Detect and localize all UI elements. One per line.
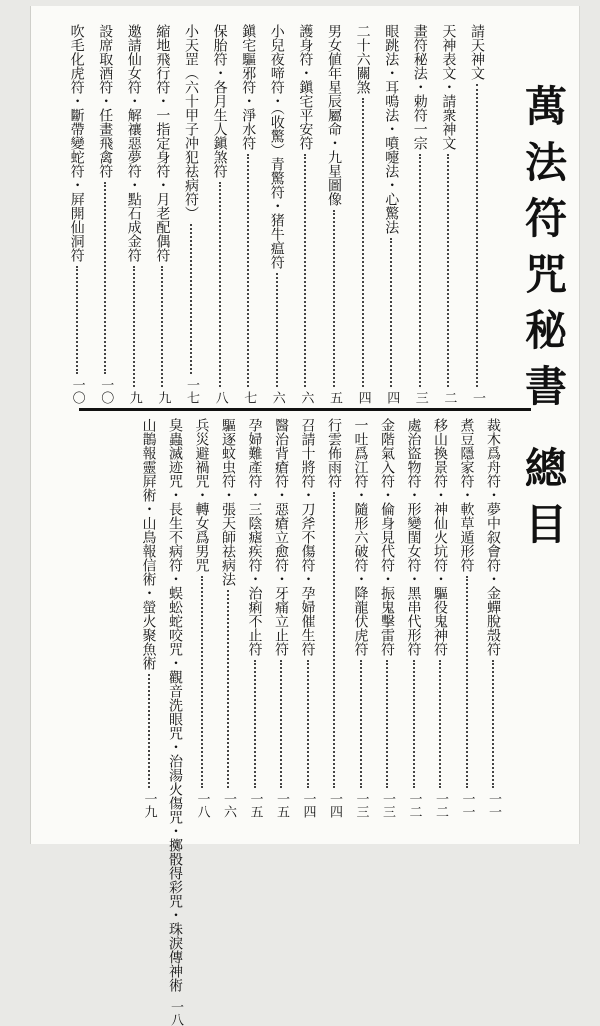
toc-page-number: 二 (441, 391, 457, 404)
title-char: 符 (524, 194, 567, 243)
dot-leader (219, 182, 221, 387)
toc-column (324, 418, 344, 818)
toc-page-number: 九 (155, 391, 171, 404)
dot-leader (133, 266, 135, 387)
toc-page-number: 七 (241, 391, 257, 404)
dot-leader (413, 660, 415, 788)
toc-column (351, 418, 371, 818)
dot-leader (76, 266, 78, 374)
toc-column (410, 24, 430, 404)
toc-column (438, 24, 458, 404)
toc-column (324, 24, 344, 404)
dot-leader (333, 210, 335, 387)
dot-leader (360, 660, 362, 788)
toc-column (124, 24, 144, 404)
toc-page-number: 三 (412, 391, 428, 404)
toc-column (467, 24, 487, 404)
toc-entry-text: 邀請仙女符・解禳惡夢符・點石成金符 (125, 24, 142, 262)
toc-entry-text: 縮地飛行符・一指定身符・月老配偶符 (154, 24, 171, 262)
toc-entry-text: 兵災避禍咒・轉女爲男咒 (193, 418, 210, 572)
toc-page-number: 八 (212, 391, 228, 404)
toc-entry-text: 男女値年星辰屬命・九星圖像 (326, 24, 342, 206)
toc-entry-text: 請天神文 (469, 24, 485, 80)
toc-entry-text: 設席取酒符・任畫飛禽符 (97, 24, 114, 178)
title-char: 萬 (524, 82, 567, 131)
dot-leader (439, 660, 441, 788)
toc-page-number: 一二 (433, 792, 448, 818)
dot-leader (254, 660, 256, 788)
toc-page-number: 一九 (141, 792, 157, 818)
toc-column (67, 24, 87, 404)
toc-column (267, 24, 287, 404)
toc-page-number: 一四 (300, 792, 316, 818)
toc-entry-text: 醫治背瘡符・惡瘡立愈符・牙痛立止符 (273, 418, 289, 656)
toc-page-number: 一〇 (98, 378, 114, 404)
title-char: 法 (524, 138, 567, 187)
toc-column (165, 418, 185, 1026)
book-page (30, 6, 580, 1026)
toc-entry-text: 處治盜物符・形變閨女符・黑串代形符 (405, 418, 422, 656)
dot-leader (390, 238, 392, 387)
toc-entry-text: 小兒夜啼符・（收驚）青驚符・猪牛瘟符 (268, 24, 285, 269)
dot-leader (447, 154, 449, 387)
dot-leader (148, 674, 150, 788)
toc-entry-text: 山鵲報靈屛術・山鳥報信術・螢火聚魚術 (140, 418, 157, 670)
toc-entry-text: 臭蟲滅迹咒・長生不病符・蜈蚣蛇咬咒・觀音洗眼咒・治湯火傷咒・擲骰得彩咒・珠淚傳神術 (167, 418, 183, 992)
dot-leader (362, 98, 364, 387)
toc-page-number: 一七 (184, 378, 199, 404)
toc-entry-text: 畫符秘法・勅符一宗 (411, 24, 428, 150)
toc-page-number: 一六 (221, 792, 236, 818)
toc-page-number: 一四 (327, 792, 342, 818)
toc-entry-text: 天神表文・請衆神文 (440, 24, 457, 150)
toc-entry-text: 吹毛化虎符・斷帶變蛇符・屛開仙洞符 (68, 24, 85, 262)
dot-leader (333, 492, 335, 788)
toc-column (139, 418, 159, 818)
dot-leader (104, 182, 106, 374)
toc-page-number: 一二 (406, 792, 422, 818)
toc-page-number: 一五 (274, 792, 289, 818)
toc-page-number: 四 (384, 391, 400, 404)
toc-page-number: 六 (298, 391, 314, 404)
title-char: 書 (524, 362, 567, 411)
dot-leader (190, 224, 192, 374)
dot-leader (492, 660, 494, 788)
toc-entry-text: 保胎符・各月生人鎭煞符 (211, 24, 228, 178)
section-divider (79, 408, 531, 411)
toc-column (377, 418, 397, 818)
toc-page-number: 六 (269, 391, 285, 404)
toc-entry-text: 煮豆隱家符・軟草遁形符 (458, 418, 475, 572)
toc-entry-text: 小天罡（六十甲子冲犯祛病符） (183, 24, 199, 220)
toc-entry-text: 眼跳法・耳鳴法・噴嚏法・心驚法 (383, 24, 400, 234)
toc-page-number: 一〇 (69, 378, 85, 404)
toc-entry-text: 二十六關煞 (354, 24, 371, 94)
toc-entry-text: 行雲佈雨符 (326, 418, 342, 488)
toc-column (381, 24, 401, 404)
dot-leader (466, 576, 468, 788)
dot-leader (280, 660, 282, 788)
toc-column (95, 24, 115, 404)
toc-page-number: 一八 (194, 792, 210, 818)
toc-column (298, 418, 318, 818)
dot-leader (476, 84, 478, 387)
dot-leader (307, 660, 309, 788)
toc-page-number: 一 (470, 391, 485, 404)
toc-entry-text: 驅逐蚊虫符・張天師祛病法 (220, 418, 236, 586)
toc-column (404, 418, 424, 818)
toc-page-number: 一三 (380, 792, 395, 818)
toc-entry-text: 移山換景符・神仙火坑符・驅役鬼神符 (432, 418, 448, 656)
page-title (521, 82, 571, 549)
toc-column (181, 24, 201, 404)
toc-column (483, 418, 503, 818)
toc-column (218, 418, 238, 818)
toc-column (295, 24, 315, 404)
toc-entry-text: 孕婦難產符・三陰瘧疾符・治痢不止符 (246, 418, 263, 656)
toc-column (210, 24, 230, 404)
title-char: 目 (524, 500, 567, 549)
toc-entry-text: 召請十將符・刀斧不傷符・孕婦催生符 (299, 418, 316, 656)
toc-page-number: 一三 (353, 792, 369, 818)
toc-page-number: 一五 (247, 792, 263, 818)
toc-page-number: 一一 (486, 792, 501, 818)
toc-column (192, 418, 212, 818)
toc-entry-text: 金階氣入符・倫身見代符・振鬼擊雷符 (379, 418, 395, 656)
dot-leader (276, 273, 278, 387)
toc-entry-text: 鎭宅驅邪符・淨水符 (240, 24, 257, 150)
dot-leader (304, 154, 306, 387)
dot-leader (419, 154, 421, 387)
toc-entry-text: 裁木爲舟符・夢中叙會符・金蟬脫殼符 (485, 418, 501, 656)
toc-column (245, 418, 265, 818)
dot-leader (247, 154, 249, 387)
toc-column (271, 418, 291, 818)
toc-page-number: 一一 (459, 792, 475, 818)
dot-leader (161, 266, 163, 387)
dot-leader (201, 576, 203, 788)
toc-column (152, 24, 172, 404)
toc-column (457, 418, 477, 818)
toc-page-number: 九 (126, 391, 142, 404)
toc-page-number: 四 (355, 391, 371, 404)
toc-page-number: 一八 (168, 1000, 183, 1026)
toc-column (238, 24, 258, 404)
toc-entry-text: 護身符・鎭宅平安符 (297, 24, 314, 150)
title-char: 咒 (524, 250, 567, 299)
toc-page-number: 五 (327, 391, 342, 404)
dot-leader (227, 590, 229, 788)
title-char: 秘 (524, 306, 567, 355)
toc-column (353, 24, 373, 404)
title-char: 總 (524, 444, 567, 493)
toc-entry-text: 一吐爲江符・隨形六破符・降龍伏虎符 (352, 418, 369, 656)
dot-leader (386, 660, 388, 788)
toc-column (430, 418, 450, 818)
